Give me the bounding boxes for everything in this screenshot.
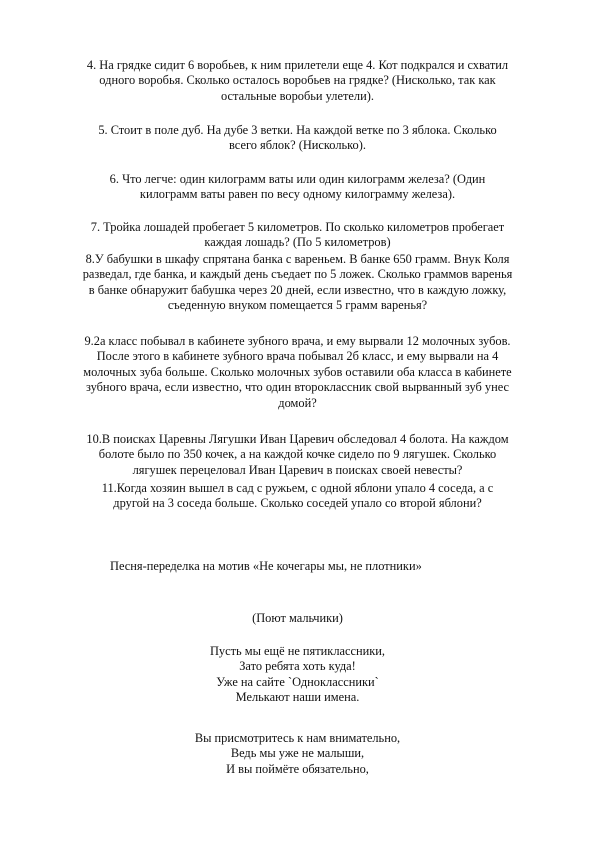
problem-6: 6. Что легче: один килограмм ваты или один килограмм железа? (Один килограмм ваты равен по весу одному килограмму железа). xyxy=(109,172,486,202)
problem-10: 10.В поисках Царевны Лягушки Иван Царевич обследовал 4 болота. На каждом болоте было по 350 кочек, а на каждой кочке сидело по 9 лягушек. Сколько лягушек перецеловал Иван Царевич в поисках своей невесты? xyxy=(86,432,509,477)
problem-11: 11.Когда хозяин вышел в сад с ружьем, с одной яблони упало 4 соседа, а с другой на 3 соседа больше. Сколько соседей упало со второй яблони? xyxy=(101,481,494,511)
song-performer-note: (Поют мальчики) xyxy=(252,611,343,625)
song-stanza-2: Вы присмотритесь к нам внимательно, Ведь мы уже не малыши, И вы поймёте обязательно, xyxy=(194,731,401,776)
song-title: Песня-переделка на мотив «Не кочегары мы, не плотники» xyxy=(110,559,422,573)
problem-7: 7. Тройка лошадей пробегает 5 километров. По сколько километров пробегает каждая лошадь? (По 5 километров) xyxy=(90,220,505,250)
problem-9: 9.2а класс побывал в кабинете зубного врача, и ему вырвали 12 молочных зубов. После этого в кабинете зубного врача побывал 2б класс, и ему вырвали на 4 молочных зуба больше. Сколько молочных зубов оставили оба класса в кабинете зубного врача, если известно, что один второклассник свой вырванный зуб унес домой? xyxy=(83,334,512,410)
song-stanza-1: Пусть мы ещё не пятиклассники, Зато ребята хоть куда! Уже на сайте `Одноклассники` Мелькают наши имена. xyxy=(209,644,386,705)
problem-8: 8.У бабушки в шкафу спрятана банка с вареньем. В банке 650 грамм. Внук Коля разведал, где банка, и каждый день съедает по 5 ложек. Сколько граммов варенья в банке обнаружит бабушка через 20 дней, если известно, что в каждую ложку, съеденную внуком помещается 5 грамм варенья? xyxy=(82,252,513,313)
problem-4: 4. На грядке сидит 6 воробьев, к ним прилетели еще 4. Кот подкрался и схватил одного воробья. Сколько осталось воробьев на грядке? (Нисколько, так как остальные воробьи улетели). xyxy=(86,58,509,103)
problem-5: 5. Стоит в поле дуб. На дубе 3 ветки. На каждой ветке по 3 яблока. Сколько всего яблок? (Нисколько). xyxy=(98,123,497,153)
